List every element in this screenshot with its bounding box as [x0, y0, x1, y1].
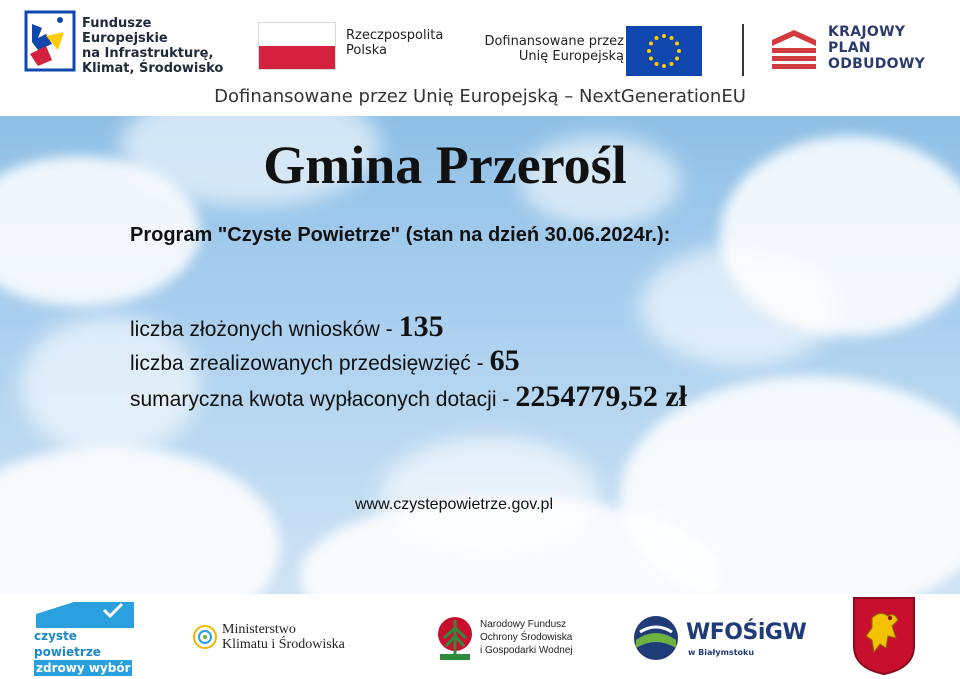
ministry-leaf-icon	[192, 620, 218, 654]
ngeu-caption: Dofinansowane przez Unię Europejską – NextGenerationEU	[214, 86, 746, 107]
kpo-stripes-icon	[770, 26, 820, 76]
stat-label: sumaryczna kwota wypłaconych dotacji -	[130, 388, 510, 411]
wf-logo-name: WFOŚiGW	[686, 620, 807, 645]
house-check-icon	[34, 600, 144, 630]
website-link[interactable]: www.czystepowietrze.gov.pl	[355, 496, 553, 513]
program-heading: Program "Czyste Powietrze" (stan na dzień 30.06.2024r.):	[130, 224, 671, 246]
eu-star-icon	[677, 49, 681, 53]
eu-star-icon	[670, 62, 674, 66]
nf-logo	[434, 614, 594, 668]
eu-star-icon	[649, 42, 653, 46]
eu-star-icon	[662, 64, 666, 68]
mks-logo	[192, 618, 372, 662]
wfosigw-globe-icon	[632, 614, 680, 662]
wf-logo-sub: w Białymstoku	[688, 648, 755, 657]
header-logos-bar	[0, 0, 960, 116]
eu-star-icon	[649, 57, 653, 61]
kpo-logo	[770, 22, 940, 82]
eu-funds-star-flag-icon	[24, 10, 76, 72]
footer-logos-bar	[0, 594, 960, 679]
ue-logo	[470, 26, 710, 78]
mks-logo-line-1: Ministerstwo	[222, 622, 296, 637]
fe-logo-line-2: na Infrastrukturę,	[82, 46, 214, 61]
eu-star-icon	[655, 62, 659, 66]
mks-logo-line-2: Klimatu i Środowiska	[222, 637, 345, 652]
cp-logo-line-1: czyste powietrze	[34, 629, 101, 659]
nfosigw-tree-icon	[434, 614, 476, 664]
kpo-logo-line-1: KRAJOWY	[828, 24, 906, 40]
rp-logo-line-2: Polska	[346, 43, 387, 58]
fe-logo-line-3: Klimat, Środowisko	[82, 61, 224, 76]
poland-flag-icon	[258, 22, 336, 70]
cp-logo	[34, 600, 144, 675]
page-title: Gmina Przerośl	[263, 135, 627, 195]
eu-star-icon	[670, 36, 674, 40]
cp-logo-line-2: zdrowy wybór	[36, 661, 131, 675]
kpo-logo-line-2: PLAN	[828, 40, 871, 56]
ue-logo-line-1: Dofinansowane przez	[484, 34, 624, 49]
stat-label: liczba zrealizowanych przedsięwzięć -	[130, 352, 484, 375]
eu-star-icon	[655, 36, 659, 40]
stat-applications	[130, 310, 444, 344]
wf-logo	[632, 614, 822, 668]
fe-logo	[24, 10, 234, 76]
stat-value: 2254779,52 zł	[515, 380, 687, 413]
main-content	[0, 116, 960, 594]
ue-logo-line-2: Unię Europejską	[518, 49, 624, 64]
eu-star-icon	[675, 57, 679, 61]
lion-crest-icon	[852, 596, 916, 676]
stat-label: liczba złożonych wniosków -	[130, 318, 393, 341]
nf-logo-line-2: Ochrony Środowiska	[480, 632, 573, 643]
eu-star-icon	[647, 49, 651, 53]
kpo-logo-line-3: ODBUDOWY	[828, 56, 926, 72]
rp-logo-line-1: Rzeczpospolita	[346, 28, 444, 43]
fe-logo-line-1: Fundusze Europejskie	[82, 16, 168, 46]
sky-background	[0, 116, 960, 594]
stat-value: 135	[398, 310, 444, 343]
rp-logo	[258, 18, 458, 74]
eu-flag-icon	[626, 26, 702, 76]
eu-star-icon	[662, 34, 666, 38]
stat-value: 65	[489, 344, 520, 377]
stat-completed-projects	[130, 344, 520, 378]
nf-logo-line-3: i Gospodarki Wodnej	[480, 645, 573, 656]
stat-total-grants	[130, 380, 687, 414]
nf-logo-line-1: Narodowy Fundusz	[480, 619, 567, 630]
header-separator	[742, 24, 744, 76]
eu-star-icon	[675, 42, 679, 46]
